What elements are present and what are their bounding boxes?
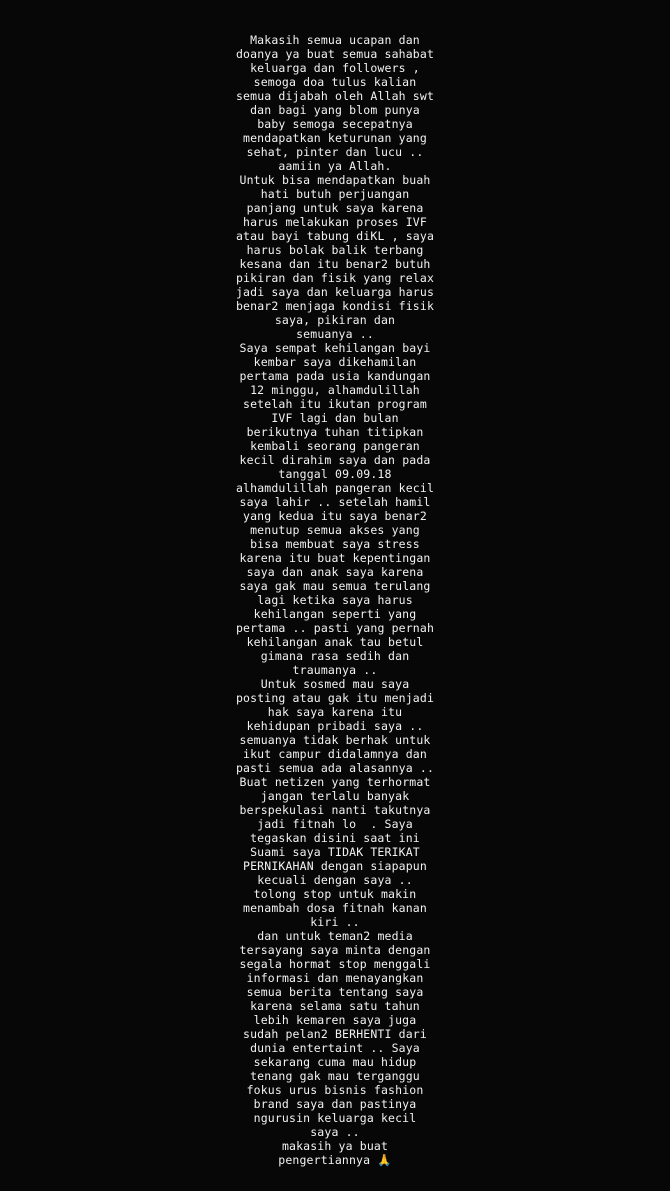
caption-line: kecil dirahim saya dan pada	[239, 453, 431, 467]
caption-line: tersayang saya minta dengan	[239, 943, 431, 957]
caption-line: lebih kemaren saya juga	[253, 1013, 417, 1027]
caption-line: alhamdulillah pangeran kecil	[235, 481, 435, 495]
caption-line: berspekulasi nanti takutnya	[239, 803, 431, 817]
caption-line: pikiran dan fisik yang relax	[235, 271, 435, 285]
caption-line: dan bagi yang blom punya	[250, 103, 420, 117]
caption-line: semua berita tentang saya	[246, 985, 424, 999]
caption-line: tenang gak mau terganggu	[250, 1069, 420, 1083]
caption-line: doanya ya buat semua sahabat	[235, 47, 435, 61]
caption-line: menambah dosa fitnah kanan	[243, 901, 427, 915]
caption-line: Saya sempat kehilangan bayi	[239, 341, 431, 355]
caption-line: jadi saya dan keluarga harus	[235, 285, 435, 299]
caption-line: saya lahir .. setelah hamil	[239, 495, 431, 509]
caption-line: tegaskan disini saat ini	[250, 831, 420, 845]
caption-line: semua dijabah oleh Allah swt	[235, 89, 435, 103]
caption-line: kembar saya dikehamilan	[253, 355, 417, 369]
caption-line: ngurusin keluarga kecil	[253, 1111, 417, 1125]
caption-line: informasi dan menayangkan	[246, 971, 424, 985]
caption-line: dan untuk teman2 media	[257, 929, 413, 943]
caption-line: panjang untuk saya karena	[246, 201, 424, 215]
caption-line: kehilangan seperti yang	[253, 607, 417, 621]
caption-line: pengertiannya 🙏	[278, 1153, 392, 1167]
caption-line: makasih ya buat	[281, 1139, 389, 1153]
caption-line: aamiin ya Allah.	[278, 159, 392, 173]
caption-line: posting atau gak itu menjadi	[235, 691, 435, 705]
caption-line: segala hormat stop menggali	[239, 957, 431, 971]
caption-line: harus melakukan proses IVF	[243, 215, 427, 229]
caption-line: ikut campur didalamnya dan	[243, 747, 427, 761]
caption-line: menutup semua akses yang	[250, 523, 420, 537]
caption-line: pertama .. pasti yang pernah	[235, 621, 435, 635]
caption-line: pertama pada usia kandungan	[239, 369, 431, 383]
caption-line: sudah pelan2 BERHENTI dari	[243, 1027, 427, 1041]
caption-line: Untuk bisa mendapatkan buah	[239, 173, 431, 187]
caption-line: hak saya karena itu	[267, 705, 403, 719]
caption-line: saya, pikiran dan	[274, 313, 396, 327]
caption-line: tanggal 09.09.18	[278, 467, 392, 481]
caption-line: kembali seorang pangeran	[250, 439, 420, 453]
caption-line: hati butuh perjuangan	[260, 187, 410, 201]
caption-line: traumanya ..	[292, 663, 378, 677]
caption-line: semoga doa tulus kalian	[253, 75, 417, 89]
caption-line: Makasih semua ucapan dan	[250, 33, 420, 47]
caption-line: semuanya ..	[296, 327, 374, 341]
caption-line: fokus urus bisnis fashion	[246, 1083, 424, 1097]
caption-line: karena itu buat kepentingan	[239, 551, 431, 565]
caption-line: saya dan anak saya karena	[246, 565, 424, 579]
caption-line: dunia entertaint .. Saya	[250, 1041, 420, 1055]
caption-line: kesana dan itu benar2 butuh	[239, 257, 431, 271]
caption-line: baby semoga secepatnya	[257, 117, 413, 131]
caption-line: keluarga dan followers ,	[250, 61, 420, 75]
caption-line: PERNIKAHAN dengan siapapun	[243, 859, 427, 873]
caption-line: Untuk sosmed mau saya	[260, 677, 410, 691]
caption-line: Buat netizen yang terhormat	[239, 775, 431, 789]
caption-line: karena selama satu tahun	[250, 999, 420, 1013]
story-caption-text	[0, 33, 670, 1167]
caption-line: semuanya tidak berhak untuk	[239, 733, 431, 747]
caption-line: mendapatkan keturunan yang	[243, 131, 427, 145]
caption-line: IVF lagi dan bulan	[271, 411, 399, 425]
caption-line: lagi ketika saya harus	[257, 593, 413, 607]
caption-line: Suami saya TIDAK TERIKAT	[250, 845, 420, 859]
caption-line: sehat, pinter dan lucu ..	[246, 145, 424, 159]
caption-line: tolong stop untuk makin	[253, 887, 417, 901]
caption-line: saya ..	[310, 1125, 360, 1139]
caption-line: kecuali dengan saya ..	[257, 873, 413, 887]
caption-line: pasti semua ada alasannya ..	[235, 761, 435, 775]
caption-line: kiri ..	[310, 915, 360, 929]
caption-line: sekarang cuma mau hidup	[253, 1055, 417, 1069]
caption-line: kehilangan anak tau betul	[246, 635, 424, 649]
caption-line: jadi fitnah lo . Saya	[257, 817, 413, 831]
caption-line: 12 minggu, alhamdulillah	[250, 383, 420, 397]
caption-line: setelah itu ikutan program	[243, 397, 427, 411]
caption-line: kehidupan pribadi saya ..	[246, 719, 424, 733]
caption-line: berikutnya tuhan titipkan	[246, 425, 424, 439]
caption-line: jangan terlalu banyak	[260, 789, 410, 803]
caption-line: atau bayi tabung diKL , saya	[235, 229, 435, 243]
caption-line: bisa membuat saya stress	[250, 537, 420, 551]
caption-line: harus bolak balik terbang	[246, 243, 424, 257]
caption-line: yang kedua itu saya benar2	[243, 509, 427, 523]
caption-line: gimana rasa sedih dan	[260, 649, 410, 663]
caption-line: saya gak mau semua terulang	[239, 579, 431, 593]
caption-line: brand saya dan pastinya	[253, 1097, 417, 1111]
caption-line: benar2 menjaga kondisi fisik	[235, 299, 435, 313]
